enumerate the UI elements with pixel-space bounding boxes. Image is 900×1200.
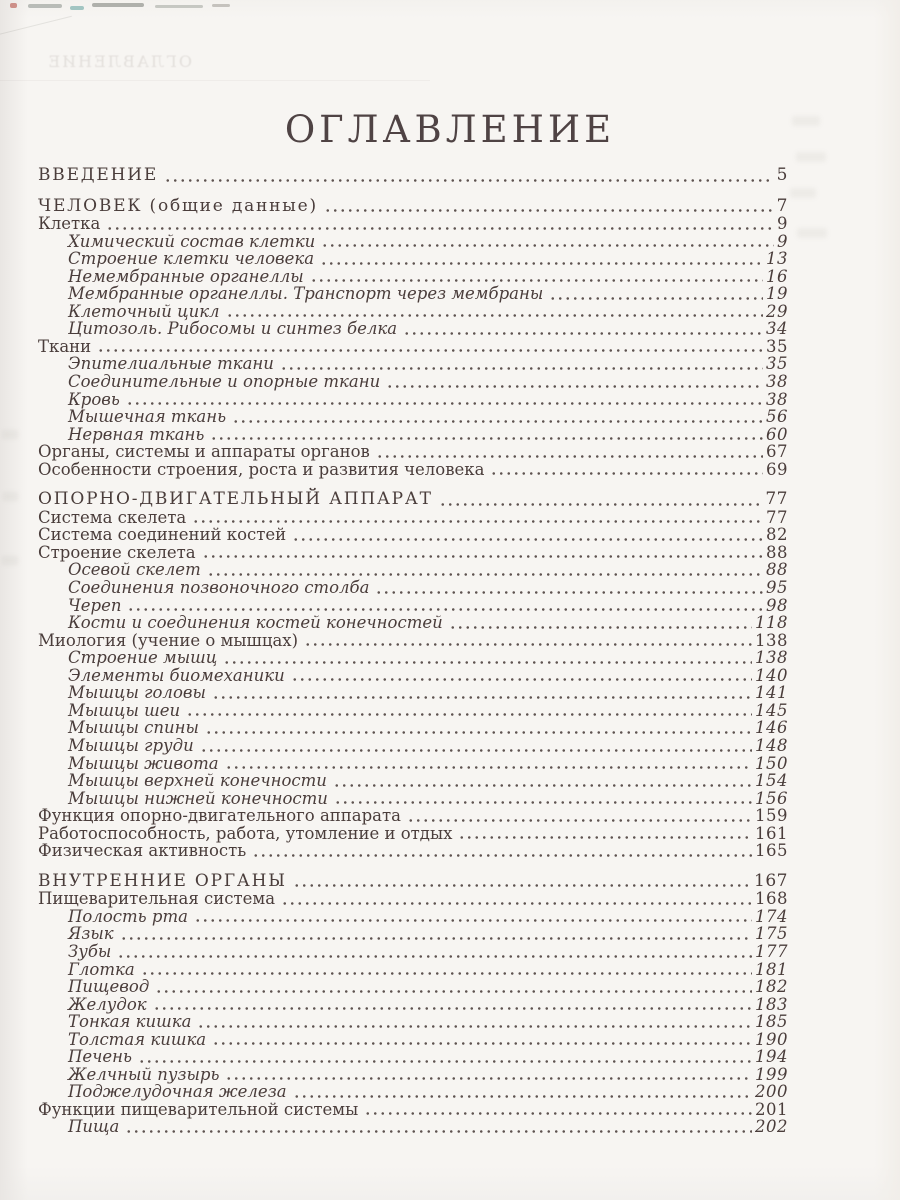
toc-entry [38,755,788,773]
toc-entry [38,167,788,185]
toc-entry [38,1048,788,1066]
dot-leader [310,278,763,283]
toc-entry [38,943,788,961]
dot-leader [375,590,763,595]
toc-entry-page: 56 [766,407,788,427]
dot-leader [97,348,763,353]
toc-entry [38,391,788,409]
toc-entry [38,667,788,685]
toc-entry-label: Физическая активность [38,841,247,861]
toc-entry-label: Миология (учение о мышцах) [38,630,299,650]
toc-entry-label: Функция опорно-двигательного аппарата [38,806,401,826]
toc-entry-label: Соединения позвоночного столба [68,578,370,598]
toc-entry [38,215,788,233]
toc-entry-label: Мышцы спины [68,718,199,738]
dot-leader [364,1111,752,1116]
toc-entry [38,426,788,444]
toc-entry [38,790,788,808]
toc-entry-label: ВНУТРЕННИЕ ОРГАНЫ [38,870,287,891]
toc-entry [38,561,788,579]
dot-leader [153,1006,752,1011]
toc-entry [38,842,788,860]
toc-entry-page: 69 [766,459,788,479]
scan-smudge [10,3,17,8]
toc-entry-label: Строение мышц [68,648,218,668]
toc-entry [38,373,788,391]
toc-entry [38,1083,788,1101]
dot-leader [205,730,752,735]
toc-entry [38,597,788,615]
toc-entry-label: Пища [68,1117,120,1137]
dot-leader [439,502,763,507]
dot-leader [458,835,752,840]
toc-entry-label: ЧЕЛОВЕК (общие данные) [38,195,318,216]
toc-entry-page: 88 [766,542,788,562]
dot-leader [186,712,752,717]
dot-leader [212,1041,752,1046]
dot-leader [155,989,752,994]
toc-entry-label: Мышцы груди [68,735,194,755]
dot-leader [127,607,763,612]
toc-entry [38,526,788,544]
toc-entry-page: 9 [777,214,788,234]
toc-entry-label: ОПОРНО-ДВИГАТЕЛЬНЫЙ АППАРАТ [38,489,433,510]
bleed-through-mark [2,556,18,565]
dot-leader [117,954,752,959]
toc-entry [38,702,788,720]
dot-leader [321,243,774,248]
toc-entry [38,925,788,943]
dot-leader [549,296,763,301]
toc-entry-page: 148 [755,735,788,755]
dot-leader [197,1024,752,1029]
dot-leader [126,401,763,406]
toc-entry-page: 35 [766,336,788,356]
toc-entry-label: Функции пищеварительной системы [38,1099,359,1119]
toc-entry [38,250,788,268]
toc-entry-label: Система соединений костей [38,525,287,545]
toc-entry-page: 5 [776,165,788,185]
toc-entry [38,719,788,737]
toc-entry [38,870,788,891]
toc-entry-page: 38 [766,372,788,392]
toc-entry-page: 9 [777,231,788,251]
toc-entry-page: 38 [766,389,788,409]
toc-entry-label: Органы, системы и аппараты органов [38,442,370,462]
toc-entry-page: 185 [755,1012,788,1032]
dot-leader [120,936,752,941]
toc-list [38,167,788,1136]
toc-entry-page: 159 [755,806,788,826]
toc-entry [38,1101,788,1119]
dot-leader [320,261,763,266]
toc-entry-label: Соединительные и опорные ткани [68,372,381,392]
toc-entry-label: Клеточный цикл [68,301,220,321]
toc-entry [38,408,788,426]
toc-entry-page: 199 [755,1064,788,1084]
toc-entry-label: Химический состав клетки [68,231,316,251]
bleed-through-mark [2,430,18,439]
toc-entry-label: Мышечная ткань [68,407,227,427]
toc-entry-page: 67 [766,442,788,462]
toc-entry-label: Желчный пузырь [68,1064,220,1084]
toc-entry-page: 138 [755,648,788,668]
toc-entry-label: Кости и соединения костей конечностей [68,613,443,633]
dot-leader [141,971,752,976]
toc-entry [38,649,788,667]
toc-entry-label: Элементы биомеханики [68,665,285,685]
bleed-through-rule [0,80,430,81]
bleed-through-mark [796,152,826,162]
toc-entry-page: 150 [755,753,788,773]
dot-leader [407,818,752,823]
toc-entry-page: 82 [766,525,788,545]
toc-entry-page: 156 [755,788,788,808]
toc-entry-label: Особенности строения, роста и развития человека [38,459,485,479]
toc-entry-page: 19 [766,284,788,304]
toc-entry [38,737,788,755]
toc-entry-label: Печень [68,1047,133,1067]
toc-entry-page: 161 [755,823,788,843]
toc-entry [38,1066,788,1084]
toc-entry-page: 177 [755,941,788,961]
toc-entry [38,996,788,1014]
scan-smudge [28,4,62,8]
toc-entry-page: 29 [766,301,788,321]
dot-leader [106,226,774,231]
page-title: ОГЛАВЛЕНИЕ [284,108,616,151]
toc-entry-page: 175 [755,924,788,944]
toc-entry-page: 141 [755,683,788,703]
toc-entry-page: 138 [755,630,788,650]
toc-entry-label: Строение скелета [38,542,196,562]
toc-entry-page: 140 [755,665,788,685]
toc-entry [38,461,788,479]
toc-entry-label: Цитозоль. Рибосомы и синтез белка [68,319,398,339]
dot-leader [386,384,763,389]
toc-entry-page: 77 [765,489,788,510]
toc-entry-label: Мышцы нижней конечности [68,788,328,808]
toc-entry-page: 202 [755,1117,788,1137]
toc-entry-label: Глотка [68,959,135,979]
dot-leader [202,554,763,559]
toc-entry [38,978,788,996]
dot-leader [252,853,752,858]
toc-entry-label: Тонкая кишка [68,1012,192,1032]
bleed-through-mark [797,228,827,238]
toc-entry-page: 60 [766,424,788,444]
toc-entry [38,807,788,825]
toc-entry-page: 194 [755,1047,788,1067]
dot-leader [490,471,763,476]
toc-entry-label: Зубы [68,941,112,961]
toc-entry-page: 154 [755,771,788,791]
dot-leader [207,572,763,577]
dot-leader [281,901,752,906]
dot-leader [223,660,752,665]
toc-entry-label: Мембранные органеллы. Транспорт через мембраны [68,284,544,304]
toc-entry [38,908,788,926]
toc-entry [38,890,788,908]
toc-entry-label: Осевой скелет [68,560,201,580]
dot-leader [333,783,752,788]
toc-entry [38,684,788,702]
toc-entry-page: 183 [755,994,788,1014]
toc-entry-label: Мышцы шеи [68,700,181,720]
toc-entry-page: 98 [766,595,788,615]
toc-entry-label: Пищевод [68,977,150,997]
toc-entry-label: Полость рта [68,906,188,926]
dot-leader [212,695,752,700]
toc-entry-page: 181 [755,959,788,979]
toc-entry-label: Немембранные органеллы [68,266,304,286]
toc-entry-page: 34 [766,319,788,339]
toc-entry-page: 7 [776,195,788,216]
dot-leader [192,519,763,524]
toc-entry [38,355,788,373]
toc-entry [38,825,788,843]
dot-leader [194,918,752,923]
toc-entry-page: 95 [766,578,788,598]
toc-entry [38,961,788,979]
toc-entry-page: 182 [755,977,788,997]
dot-leader [293,1094,752,1099]
toc-entry [38,285,788,303]
toc-entry-label: ВВЕДЕНИЕ [38,165,159,185]
toc-entry-label: Ткани [38,336,92,356]
dot-leader [292,537,763,542]
toc-entry-label: Желудок [68,994,147,1014]
dot-leader [226,313,763,318]
toc-entry [38,268,788,286]
toc-entry-label: Нервная ткань [68,424,205,444]
paper-crease [0,16,72,38]
toc-entry-label: Толстая кишка [68,1029,207,1049]
toc-entry-page: 168 [755,889,788,909]
toc-entry-page: 174 [755,906,788,926]
toc-entry-label: Язык [68,924,114,944]
toc-entry-label: Мышцы живота [68,753,219,773]
toc-entry [38,491,788,509]
toc-entry-label: Пищеварительная система [38,889,276,909]
toc-entry-page: 16 [766,266,788,286]
bleed-through-title: ОГЛАВЛЕНИЕ [46,52,192,71]
toc-entry-label: Мышцы верхней конечности [68,771,327,791]
toc-entry [38,443,788,461]
toc-entry [38,1031,788,1049]
toc-entry-label: Система скелета [38,507,187,527]
dot-leader [324,208,774,213]
toc-entry-page: 118 [755,613,788,633]
toc-entry-page: 35 [766,354,788,374]
toc-entry-label: Работоспособность, работа, утомление и отдых [38,823,453,843]
toc-entry-page: 88 [766,560,788,580]
toc-entry-page: 200 [755,1082,788,1102]
dot-leader [125,1129,752,1134]
dot-leader [200,748,752,753]
toc-entry [38,544,788,562]
toc-entry-page: 201 [755,1099,788,1119]
dot-leader [232,419,763,424]
dot-leader [334,800,752,805]
toc-entry-page: 13 [766,249,788,269]
dot-leader [449,625,752,630]
dot-leader [210,436,763,441]
dot-leader [291,677,752,682]
dot-leader [225,765,752,770]
toc-entry-label: Мышцы головы [68,683,206,703]
toc-entry-label: Кровь [68,389,120,409]
toc-entry [38,1118,788,1136]
dot-leader [403,331,763,336]
scan-smudge [212,4,230,7]
dot-leader [376,454,763,459]
toc-entry-page: 190 [755,1029,788,1049]
dot-leader [138,1059,752,1064]
dot-leader [225,1076,752,1081]
toc-entry-page: 165 [755,841,788,861]
bleed-through-mark [3,492,18,501]
toc-entry-page: 167 [754,870,788,891]
toc-entry [38,233,788,251]
toc-entry-page: 145 [755,700,788,720]
toc-entry [38,579,788,597]
toc-entry-label: Поджелудочная железа [68,1082,287,1102]
scan-smudge [155,5,203,8]
dot-leader [293,883,751,888]
toc-entry [38,614,788,632]
scan-smudge [92,3,144,7]
bleed-through-mark [790,188,816,198]
toc-entry [38,772,788,790]
toc-entry [38,1013,788,1031]
toc-entry-page: 146 [755,718,788,738]
toc-entry [38,509,788,527]
dot-leader [304,642,752,647]
toc-entry [38,632,788,650]
toc-entry-label: Эпителиальные ткани [68,354,274,374]
toc-entry-page: 77 [766,507,788,527]
toc-entry-label: Клетка [38,214,101,234]
dot-leader [280,366,763,371]
toc-entry [38,320,788,338]
toc-entry [38,338,788,356]
toc-entry [38,195,788,216]
toc-entry [38,303,788,321]
dot-leader [164,178,774,183]
toc-entry-label: Череп [68,595,122,615]
toc-entry-label: Строение клетки человека [68,249,315,269]
scan-smudge [70,6,84,10]
